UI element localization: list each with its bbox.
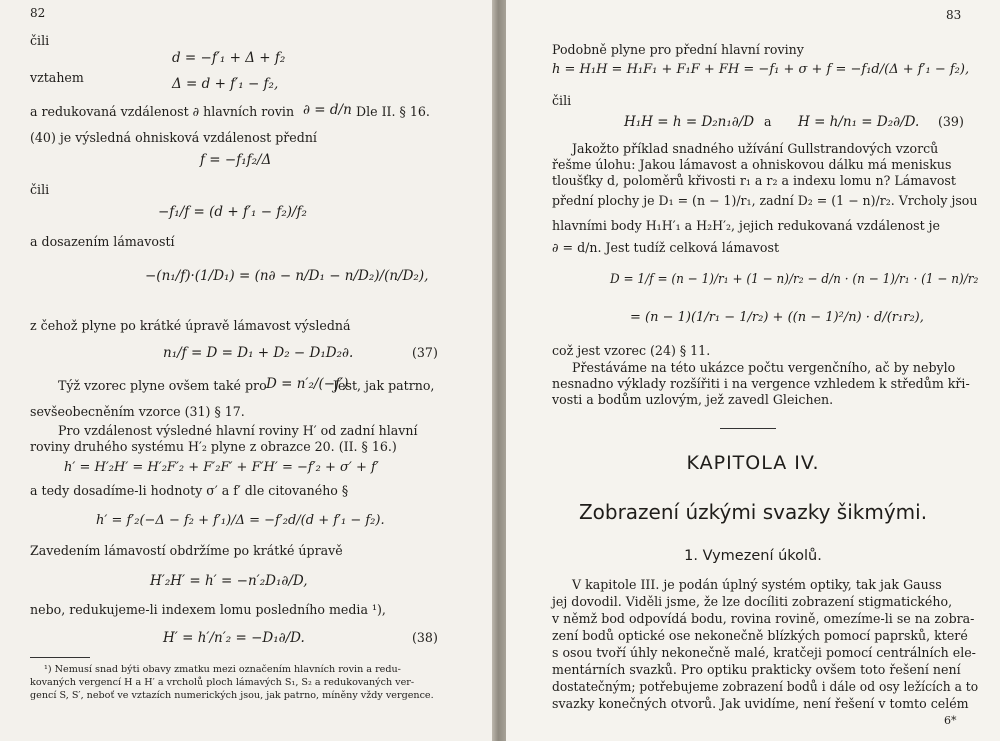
footnote-rule xyxy=(30,657,90,658)
text-line: s osou tvoří úhly nekonečně malé, kratčeji pomocí centrálních ele- xyxy=(552,645,976,660)
equation: H′₂H′ = h′ = −n′₂D₁∂/D, xyxy=(150,573,308,589)
equation: d = −f′₁ + Δ + f₂ xyxy=(172,50,286,66)
text-line: mentárních svazků. Pro optiku prakticky ovšem toto řešení není xyxy=(552,662,961,677)
equation: −f₁/f = (d + f′₁ − f₂)/f₂ xyxy=(158,204,307,220)
footnote-line: gencí S, S′, neboť ve vztazích numerických jsou, jak patrno, míněny vždy vergence. xyxy=(30,690,434,701)
signature-mark: 6* xyxy=(944,714,957,727)
text-line: tloušťky d, poloměrů křivosti r₁ a r₂ a indexu lomu n? Lámavost xyxy=(552,173,956,188)
text-line: Jakožto příklad snadného užívání Gullstrandových vzorců xyxy=(572,141,939,156)
text-line: svazky konečných otvorů. Jak uvidíme, není řešení v tomto celém xyxy=(552,696,969,711)
equation: h = H₁H = H₁F₁ + F₁F + FH = −f₁ + σ + f = −f₁d/(Δ + f′₁ − f₂), xyxy=(552,62,970,77)
equation: H′ = h′/n′₂ = −D₁∂/D. xyxy=(163,630,305,646)
text-line: a redukovaná vzdálenost ∂ hlavních rovin xyxy=(30,104,295,119)
text-line: Jest, jak patrno, xyxy=(333,378,435,393)
text-line: Přestáváme na této ukázce počtu vergenčního, ač by nebylo xyxy=(572,360,956,375)
footnote-line: kovaných vergencí H a H′ a vrcholů ploch lámavých S₁, S₂ a redukovaných ver- xyxy=(30,677,415,688)
text-line: v němž bod odpovídá bodu, rovina rovině, omezíme-li se na zobra- xyxy=(552,611,975,626)
text-line: vztahem xyxy=(30,70,84,85)
text-line: čili xyxy=(30,33,50,48)
text-line: Týž vzorec plyne ovšem také pro xyxy=(58,378,267,393)
equation-number: (39) xyxy=(938,114,964,129)
equation: f = −f₁f₂/Δ xyxy=(200,152,272,168)
book-gutter xyxy=(492,0,506,741)
equation: = (n − 1)(1/r₁ − 1/r₂) + ((n − 1)²/n) · d/(r₁r₂), xyxy=(630,310,924,325)
text-line: ∂ = d/n. Jest tudíž celková lámavost xyxy=(552,240,780,255)
page-number: 82 xyxy=(30,6,46,20)
text-line: z čehož plyne po krátké úpravě lámavost výsledná xyxy=(30,318,351,333)
equation: H₁H = h = D₂n₁∂/D xyxy=(624,114,755,130)
equation: H = h/n₁ = D₂∂/D. xyxy=(798,114,920,130)
text-line: čili xyxy=(30,182,50,197)
equation: D = 1/f = (n − 1)/r₁ + (1 − n)/r₂ − d/n · (n − 1)/r₁ · (1 − n)/r₂ xyxy=(610,272,979,287)
equation: Δ = d + f′₁ − f₂, xyxy=(172,76,279,92)
text-line: Pro vzdálenost výsledné hlavní roviny H′ od zadní hlavní xyxy=(58,423,418,438)
text-line: přední plochy je D₁ = (n − 1)/r₁, zadní D₂ = (1 − n)/r₂. Vrcholy jsou xyxy=(552,193,978,208)
text-line: dostatečným; potřebujeme zobrazení bodů i dále od osy ležících a to xyxy=(552,679,979,694)
text-line: roviny druhého systému H′₂ plyne z obrazce 20. (II. § 16.) xyxy=(30,439,397,454)
text-line: jej dovodil. Viděli jsme, že lze docíliti zobrazení stigmatického, xyxy=(552,594,953,609)
equation-number: (38) xyxy=(412,630,438,645)
equation: −(n₁/f)·(1/D₁) = (n∂ − n/D₁ − n/D₂)/(n/D₂), xyxy=(145,268,429,284)
text-line: V kapitole III. je podán úplný systém optiky, tak jak Gauss xyxy=(572,577,942,592)
text-line: nebo, redukujeme-li indexem lomu posledního media ¹), xyxy=(30,602,386,617)
section-heading: 1. Vymezení úkolů. xyxy=(684,548,822,564)
text-line: a tedy dosadíme-li hodnoty σ′ a f′ dle citovaného § xyxy=(30,483,349,498)
text-line: což jest vzorec (24) § 11. xyxy=(552,343,711,358)
chapter-title: Zobrazení úzkými svazky šikmými. xyxy=(578,500,928,524)
section-rule xyxy=(720,428,776,429)
text-line: vosti a bodům uzlovým, jež zavedl Gleichen. xyxy=(552,392,834,407)
left-page xyxy=(0,0,492,741)
text-line: a xyxy=(764,114,772,129)
footnote-line: ¹) Nemusí snad býti obavy zmatku mezi označením hlavních rovin a redu- xyxy=(44,664,401,675)
text-line: a dosazením lámavostí xyxy=(30,234,175,249)
text-line: (40) je výsledná ohnisková vzdálenost přední xyxy=(30,130,317,145)
text-line: nesnadno výklady rozšířiti i na vergence vzhledem k středům kři- xyxy=(552,376,970,391)
equation-number: (37) xyxy=(412,345,438,360)
text-line: sevšeobecněním vzorce (31) § 17. xyxy=(30,404,245,419)
equation: n₁/f = D = D₁ + D₂ − D₁D₂∂. xyxy=(163,345,354,361)
text-line: řešme úlohu: Jakou lámavost a ohniskovou dálku má meniskus xyxy=(552,157,952,172)
text-line: hlavními body H₁H′₁ a H₂H′₂, jejich redukovaná vzdálenost je xyxy=(552,218,941,233)
text-line: Dle II. § 16. xyxy=(356,104,430,119)
equation: h′ = H′₂H′ = H′₂F′₂ + F′₂F′ + F′H′ = −f′₂ + σ′ + f′ xyxy=(64,460,379,475)
text-line: Podobně plyne pro přední hlavní roviny xyxy=(552,42,804,57)
chapter-heading: KAPITOLA IV. xyxy=(686,452,820,474)
equation: ∂ = d/n xyxy=(303,102,352,118)
text-line: čili xyxy=(552,93,572,108)
equation: D = n′₂/(−f′) xyxy=(266,376,349,392)
text-line: zení bodů optické ose nekonečně blízkých pomocí paprsků, které xyxy=(552,628,968,643)
text-line: Zavedením lámavostí obdržíme po krátké úpravě xyxy=(30,543,343,558)
page-number: 83 xyxy=(946,8,962,22)
equation: h′ = f′₂(−Δ − f₂ + f′₁)/Δ = −f′₂d/(d + f′₁ − f₂). xyxy=(96,513,385,528)
right-page xyxy=(506,0,1000,741)
